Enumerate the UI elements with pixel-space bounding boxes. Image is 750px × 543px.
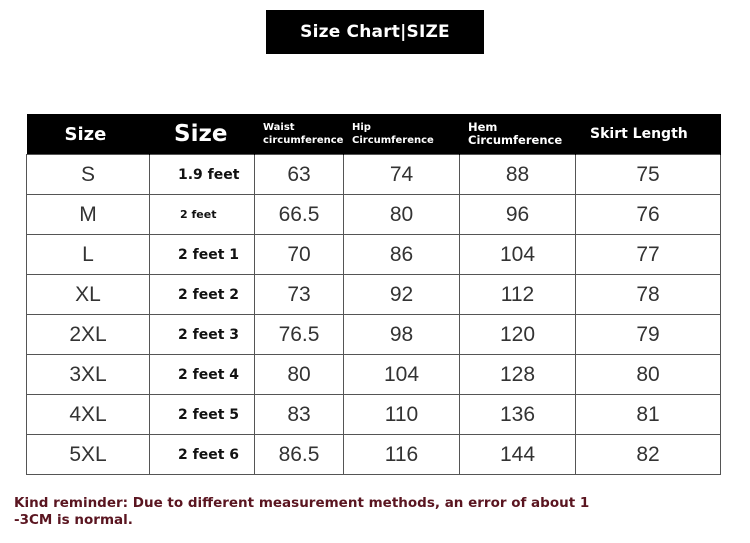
hip-cell: 86 — [344, 235, 460, 275]
hip-cell: 98 — [344, 315, 460, 355]
size-cell: 3XL — [27, 355, 150, 395]
header-hip-line2: Circumference — [352, 135, 434, 146]
height-cell: 1.9 feet — [150, 155, 255, 195]
waist-cell: 83 — [255, 395, 344, 435]
size-cell: 4XL — [27, 395, 150, 435]
skirt-cell: 76 — [576, 195, 721, 235]
chart-title: Size Chart|SIZE — [266, 10, 484, 54]
height-cell: 2 feet — [150, 195, 255, 235]
reminder-line-2: -3CM is normal. — [14, 512, 133, 528]
header-skirt-length: Skirt Length — [576, 114, 721, 155]
header-row — [27, 114, 721, 155]
size-cell: L — [27, 235, 150, 275]
size-table — [26, 114, 721, 475]
waist-cell: 76.5 — [255, 315, 344, 355]
hem-cell: 88 — [460, 155, 576, 195]
size-cell: XL — [27, 275, 150, 315]
waist-cell: 80 — [255, 355, 344, 395]
hem-cell: 112 — [460, 275, 576, 315]
height-cell: 2 feet 1 — [150, 235, 255, 275]
height-cell: 2 feet 4 — [150, 355, 255, 395]
skirt-cell: 81 — [576, 395, 721, 435]
header-hem-line2: Circumference — [468, 133, 563, 147]
size-cell: S — [27, 155, 150, 195]
table-row — [27, 315, 721, 355]
size-cell: M — [27, 195, 150, 235]
table-row — [27, 195, 721, 235]
height-cell: 2 feet 2 — [150, 275, 255, 315]
table-row — [27, 235, 721, 275]
measurement-reminder — [14, 495, 604, 529]
size-cell: 2XL — [27, 315, 150, 355]
header-hem-line1: Hem — [468, 120, 498, 134]
table-row — [27, 155, 721, 195]
waist-cell: 66.5 — [255, 195, 344, 235]
height-cell: 2 feet 5 — [150, 395, 255, 435]
hem-cell: 144 — [460, 435, 576, 475]
height-cell: 2 feet 6 — [150, 435, 255, 475]
table-row — [27, 435, 721, 475]
hip-cell: 80 — [344, 195, 460, 235]
header-waist-line2: circumference — [263, 135, 344, 146]
skirt-cell: 78 — [576, 275, 721, 315]
hip-cell: 110 — [344, 395, 460, 435]
hip-cell: 74 — [344, 155, 460, 195]
skirt-cell: 77 — [576, 235, 721, 275]
skirt-cell: 75 — [576, 155, 721, 195]
header-waist-line1: Waist — [263, 122, 295, 133]
header-hip — [344, 114, 460, 155]
waist-cell: 86.5 — [255, 435, 344, 475]
table-row — [27, 395, 721, 435]
table-row — [27, 355, 721, 395]
waist-cell: 63 — [255, 155, 344, 195]
hem-cell: 128 — [460, 355, 576, 395]
reminder-line-1: Kind reminder: Due to different measurement methods, an error of about 1 — [14, 495, 590, 511]
hip-cell: 116 — [344, 435, 460, 475]
table-row — [27, 275, 721, 315]
header-waist — [255, 114, 344, 155]
hem-cell: 96 — [460, 195, 576, 235]
skirt-cell: 80 — [576, 355, 721, 395]
hem-cell: 136 — [460, 395, 576, 435]
hip-cell: 104 — [344, 355, 460, 395]
header-hem — [460, 114, 576, 155]
hem-cell: 120 — [460, 315, 576, 355]
skirt-cell: 79 — [576, 315, 721, 355]
header-hip-line1: Hip — [352, 122, 371, 133]
waist-cell: 70 — [255, 235, 344, 275]
hip-cell: 92 — [344, 275, 460, 315]
header-size: Size — [27, 114, 150, 155]
height-cell: 2 feet 3 — [150, 315, 255, 355]
skirt-cell: 82 — [576, 435, 721, 475]
hem-cell: 104 — [460, 235, 576, 275]
size-cell: 5XL — [27, 435, 150, 475]
waist-cell: 73 — [255, 275, 344, 315]
header-height: Size — [150, 114, 255, 155]
